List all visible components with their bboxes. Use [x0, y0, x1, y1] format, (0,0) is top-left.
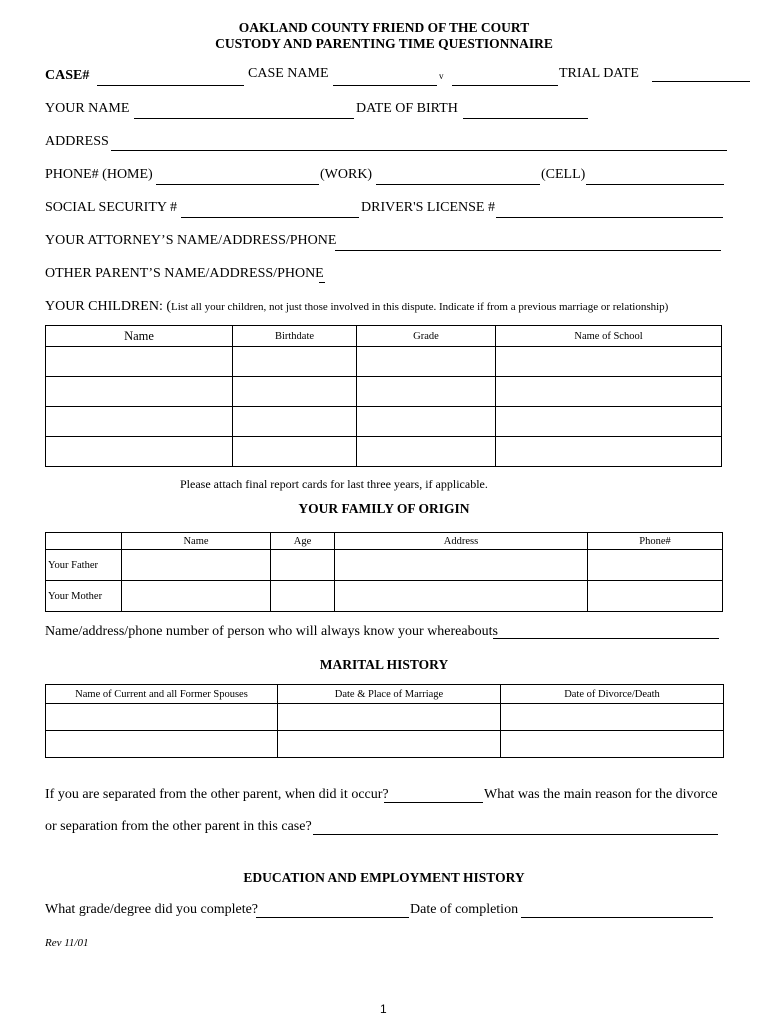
separation-date-field[interactable]: [384, 802, 483, 803]
table-cell[interactable]: [233, 437, 357, 467]
children-table: [45, 325, 722, 467]
table-row: [46, 407, 722, 437]
table-cell[interactable]: [357, 347, 496, 377]
table-cell[interactable]: [122, 581, 271, 612]
father-row-label: Your Father: [46, 550, 122, 581]
table-row: [46, 550, 723, 581]
cell-phone-label: (CELL): [541, 167, 586, 182]
table-cell[interactable]: [46, 347, 233, 377]
table-cell[interactable]: [496, 437, 722, 467]
whereabouts-field[interactable]: [493, 638, 719, 639]
table-cell[interactable]: [46, 377, 233, 407]
table-cell[interactable]: [335, 550, 588, 581]
table-cell[interactable]: [278, 731, 501, 758]
table-cell[interactable]: [501, 731, 724, 758]
dob-field[interactable]: [463, 118, 588, 119]
cell-phone-field[interactable]: [586, 184, 724, 185]
address-label: ADDRESS: [45, 134, 109, 149]
table-cell[interactable]: [46, 437, 233, 467]
children-header-birthdate: Birthdate: [233, 326, 357, 347]
table-row: [46, 731, 724, 758]
ssn-label: SOCIAL SECURITY #: [45, 200, 177, 215]
home-phone-label: PHONE# (HOME): [45, 167, 153, 182]
dob-label: DATE OF BIRTH: [356, 101, 458, 116]
case-number-label: CASE#: [45, 68, 90, 83]
table-row: [46, 581, 723, 612]
grade-degree-field[interactable]: [256, 917, 409, 918]
attorney-label: YOUR ATTORNEY’S NAME/ADDRESS/PHONE: [45, 233, 337, 248]
trial-date-label: TRIAL DATE: [559, 66, 639, 81]
divorce-reason-question-cont: or separation from the other parent in this case?: [45, 819, 312, 834]
table-cell[interactable]: [335, 581, 588, 612]
form-title: OAKLAND COUNTY FRIEND OF THE COURT: [238, 20, 530, 35]
table-cell[interactable]: [233, 377, 357, 407]
revision-label: Rev 11/01: [45, 937, 89, 949]
form-subtitle: CUSTODY AND PARENTING TIME QUESTIONNAIRE: [215, 36, 553, 51]
table-cell[interactable]: [588, 581, 723, 612]
table-cell[interactable]: [496, 347, 722, 377]
drivers-license-field[interactable]: [496, 217, 723, 218]
table-cell[interactable]: [357, 407, 496, 437]
table-cell[interactable]: [46, 704, 278, 731]
children-header-grade: Grade: [357, 326, 496, 347]
family-header-phone: Phone#: [588, 533, 723, 550]
case-name-plaintiff-field[interactable]: [333, 85, 437, 86]
family-header-name: Name: [122, 533, 271, 550]
report-cards-note: Please attach final report cards for last three years, if applicable.: [180, 477, 488, 491]
table-cell[interactable]: [233, 347, 357, 377]
table-cell[interactable]: [496, 407, 722, 437]
case-number-field[interactable]: [97, 85, 244, 86]
table-row: [46, 347, 722, 377]
marital-header-spouses: Name of Current and all Former Spouses: [46, 685, 278, 704]
table-cell[interactable]: [271, 581, 335, 612]
your-name-field[interactable]: [134, 118, 354, 119]
children-instruction: List all your children, not just those involved in this dispute. Indicate if from a previous marriage or relationship): [171, 301, 669, 313]
divorce-reason-question: What was the main reason for the divorce: [484, 787, 718, 802]
table-cell[interactable]: [271, 550, 335, 581]
table-cell[interactable]: [588, 550, 723, 581]
education-heading: EDUCATION AND EMPLOYMENT HISTORY: [243, 870, 525, 885]
table-cell[interactable]: [501, 704, 724, 731]
case-name-label: CASE NAME: [248, 66, 329, 81]
drivers-license-label: DRIVER'S LICENSE #: [361, 200, 495, 215]
other-parent-label: OTHER PARENT’S NAME/ADDRESS/PHONE: [45, 266, 324, 281]
family-header-blank: [46, 533, 122, 550]
whereabouts-label: Name/address/phone number of person who will always know your whereabouts: [45, 624, 498, 639]
children-label: YOUR CHILDREN: (List all your children, not just those involved in this dispute. Indicate if from a previous marriage or relationship): [45, 299, 669, 314]
work-phone-label: (WORK): [320, 167, 373, 182]
marital-header-marriage: Date & Place of Marriage: [278, 685, 501, 704]
ssn-field[interactable]: [181, 217, 359, 218]
table-cell[interactable]: [46, 407, 233, 437]
work-phone-field[interactable]: [376, 184, 540, 185]
address-field[interactable]: [111, 150, 727, 151]
trial-date-field[interactable]: [652, 81, 750, 82]
completion-date-label: Date of completion: [410, 902, 519, 917]
divorce-reason-field[interactable]: [313, 834, 718, 835]
your-name-label: YOUR NAME: [45, 101, 130, 116]
table-cell[interactable]: [46, 731, 278, 758]
home-phone-field[interactable]: [156, 184, 319, 185]
table-cell[interactable]: [357, 377, 496, 407]
table-row: [46, 377, 722, 407]
children-header-name: Name: [46, 326, 233, 347]
table-row: [46, 704, 724, 731]
mother-row-label: Your Mother: [46, 581, 122, 612]
completion-date-field[interactable]: [521, 917, 713, 918]
table-cell[interactable]: [278, 704, 501, 731]
table-row: [46, 437, 722, 467]
children-header-school: Name of School: [496, 326, 722, 347]
case-name-defendant-field[interactable]: [452, 85, 558, 86]
family-header-age: Age: [271, 533, 335, 550]
marital-header-divorce: Date of Divorce/Death: [501, 685, 724, 704]
marital-history-table: [45, 684, 724, 758]
page-number: 1: [380, 1002, 387, 1016]
table-cell[interactable]: [496, 377, 722, 407]
versus-label: v: [439, 71, 444, 81]
family-origin-heading: YOUR FAMILY OF ORIGIN: [298, 501, 470, 516]
family-origin-table: [45, 532, 723, 612]
grade-degree-question: What grade/degree did you complete?: [45, 902, 259, 917]
family-header-address: Address: [335, 533, 588, 550]
attorney-field[interactable]: [335, 250, 721, 251]
table-cell[interactable]: [122, 550, 271, 581]
table-cell[interactable]: [357, 437, 496, 467]
other-parent-field[interactable]: [319, 282, 325, 283]
separation-date-question: If you are separated from the other parent, when did it occur?: [45, 787, 389, 802]
marital-history-heading: MARITAL HISTORY: [319, 657, 449, 672]
table-cell[interactable]: [233, 407, 357, 437]
